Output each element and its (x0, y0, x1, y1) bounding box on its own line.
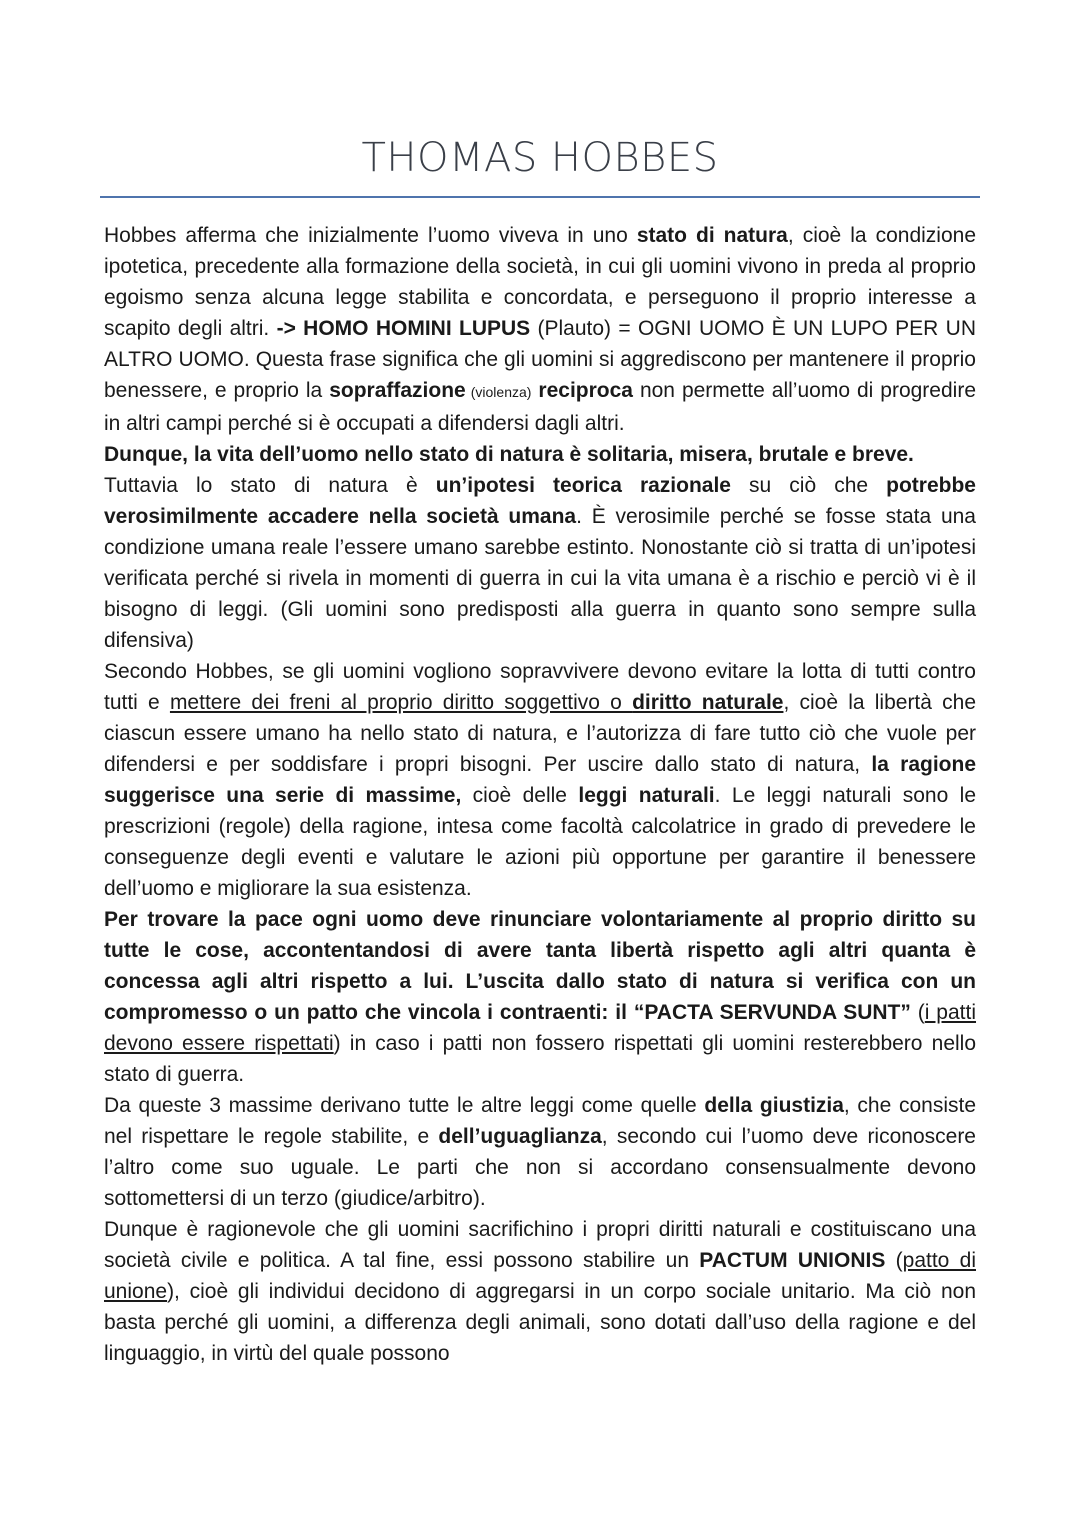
bold-text: sopraffazione (329, 379, 466, 402)
text: cioè delle (461, 784, 579, 807)
text: , secondo cui l’uomo deve riconoscere l’altro come suo uguale. Le parti che non si accordano consensualmente devono sottomettersi di un terzo (giudice/arbitro). (104, 1125, 976, 1210)
bold-text: la ragione suggerisce una serie di massime, (104, 753, 976, 807)
bold-text: Per trovare la pace ogni uomo deve rinunciare volontariamente al proprio diritto su tutte le cose, accontentandosi di avere tanta libertà rispetto agli altri quanta è concessa agli altri rispetto a lui. L’uscita dallo stato di natura si verifica con un compromesso o un patto che vincola i contraenti: il “PACTA SERVUNDA SUNT” (104, 908, 976, 1024)
paragraph-pact (104, 904, 976, 1090)
text: non permette all’uomo di progredire in altri campi perché si è occupati a difendersi dagli altri. (104, 379, 976, 435)
bold-text: -> HOMO HOMINI LUPUS (276, 317, 531, 340)
text: , cioè la libertà che ciascun essere umano ha nello stato di natura, e l’autorizza di fare tutto ciò che vuole per difendersi e per soddisfare i propri bisogni. Per uscire dallo stato di natura, (104, 691, 977, 776)
page-title: THOMAS HOBBES (361, 135, 719, 181)
bold-text: dell’uguaglianza (438, 1125, 602, 1148)
paragraph-state-of-nature (104, 220, 976, 439)
text: Dunque è ragionevole che gli uomini sacrifichino i propri diritti naturali e costituiscano una società civile e politica. A tal fine, essi possono stabilire un (104, 1218, 976, 1272)
underlined-text: i patti devono essere rispettati (104, 1001, 977, 1055)
paragraph-natural-law (104, 656, 976, 904)
text: ), cioè gli individui decidono di aggregarsi in un corpo sociale unitario. Ma ciò non basta perché gli uomini, a differenza degli animali, sono dotati dall’uso della ragione e del linguaggio, in virtù del quale possono (104, 1280, 976, 1365)
bold-text: stato di natura (636, 224, 788, 247)
text: Da queste 3 massime derivano tutte le altre leggi come quelle (104, 1094, 705, 1117)
paragraph-life-summary (104, 439, 976, 470)
bold-underlined-text: diritto naturale (632, 691, 784, 714)
text: ( (885, 1249, 903, 1272)
bold-text: potrebbe verosimilmente accadere nella società umana (104, 474, 976, 528)
title-divider (100, 196, 980, 198)
text: , cioè la condizione ipotetica, precedente alla formazione della società, in cui gli uomini vivono in preda al proprio egoismo senza alcuna legge stabilita e concordata, e perseguono il proprio interesse a scapito degli altri. (104, 224, 977, 340)
text: su ciò che (730, 474, 887, 497)
bold-text: Dunque, la vita dell’uomo nello stato di natura è solitaria, misera, brutale e breve. (104, 443, 914, 466)
text: . È verosimile perché se fosse stata una condizione umana reale l’essere umano sarebbe estinto. Nonostante ciò si tratta di un’ipotesi verificata perché si rivela in momenti di guerra in cui la vita umana è a rischio e perciò vi è il bisogno di leggi. (Gli uomini sono predisposti alla guerra in quanto sono sempre sulla difensiva) (104, 505, 976, 652)
paragraph-pactum-unionis (104, 1214, 976, 1369)
document-body (104, 220, 976, 1369)
text: Secondo Hobbes, se gli uomini vogliono sopravvivere devono evitare la lotta di tutti contro tutti e (104, 660, 976, 714)
bold-text: della giustizia (704, 1094, 844, 1117)
text: ( (910, 1001, 925, 1024)
underlined-text: patto di unione (104, 1249, 976, 1303)
text: . Le leggi naturali sono le prescrizioni (regole) della ragione, intesa come facoltà calcolatrice in grado di prevedere le conseguenze degli eventi e valutare le azioni più opportune per garantire il benessere dell’uomo e migliorare la sua esistenza. (104, 784, 976, 900)
text: Hobbes afferma che inizialmente l’uomo viveva in uno (104, 224, 637, 247)
bold-text: un’ipotesi teorica razionale (435, 474, 731, 497)
bold-text: PACTUM UNIONIS (699, 1249, 886, 1272)
bold-text: reciproca (531, 379, 633, 402)
text: ) in caso i patti non fossero rispettati gli uomini resterebbero nello stato di guerra. (104, 1032, 977, 1086)
underlined-text: mettere dei freni al proprio diritto soggettivo o (169, 691, 633, 714)
paragraph-rational-hypothesis (104, 470, 976, 656)
bold-text: leggi naturali (578, 784, 715, 807)
text: , che consiste nel rispettare le regole stabilite, e (104, 1094, 976, 1148)
text: (Plauto) = OGNI UOMO È UN LUPO PER UN ALTRO UOMO. Questa frase significa che gli uomini si aggrediscono per mantenere il proprio benessere, e proprio la (104, 317, 976, 402)
text: Tuttavia lo stato di natura è (104, 474, 436, 497)
small-note: (violenza) (465, 384, 532, 400)
paragraph-justice-equality (104, 1090, 976, 1214)
